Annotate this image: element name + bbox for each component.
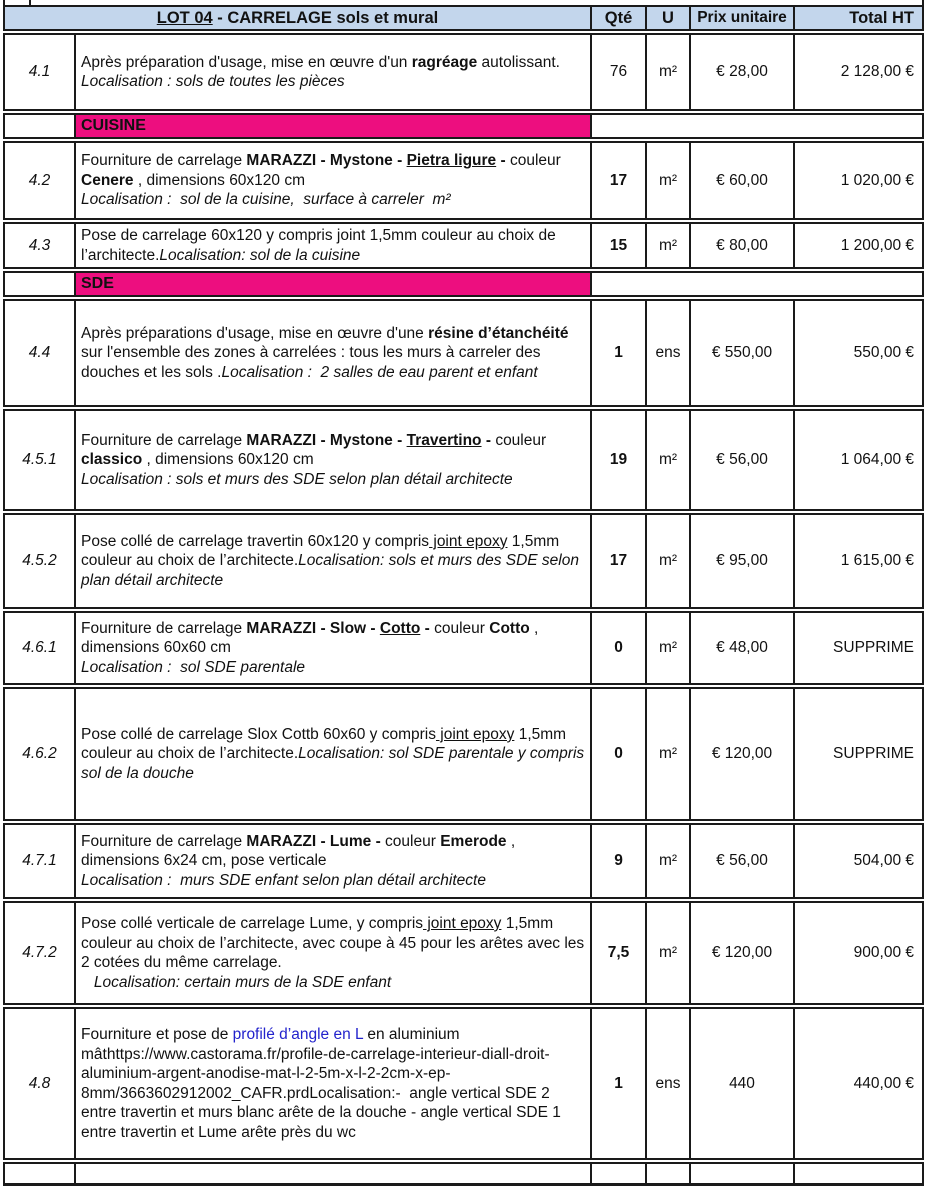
item-description-text xyxy=(81,53,585,92)
text-segment: , dimensions 60x120 cm xyxy=(142,451,314,469)
item-qty: 9 xyxy=(592,825,647,897)
text-segment: couleur xyxy=(434,619,490,637)
item-description-text xyxy=(81,725,589,784)
item-unit-price: € 60,00 xyxy=(691,143,795,218)
text-segment: , dimensions 6x24 cm, pose verticale xyxy=(81,832,520,870)
item-unit-price: € 95,00 xyxy=(691,515,795,607)
text-segment: sur l'ensemble des zones à carrelées : tous les murs à carreler des douches et les sols . xyxy=(81,324,573,381)
text-segment: joint epoxy xyxy=(435,725,515,743)
text-segment: MARAZZI - Mystone - xyxy=(246,431,407,449)
text-segment: Localisation : sol de la cuisine, surface à carreler m² xyxy=(81,191,451,209)
column-header-unit-price: Prix unitaire xyxy=(691,7,795,29)
item-qty: 0 xyxy=(592,613,647,683)
item-total: 504,00 € xyxy=(853,852,914,869)
text-segment: 1,5mm couleur au choix de l’architecte. xyxy=(81,725,571,763)
text-segment: Fourniture et pose de xyxy=(81,1026,233,1043)
item-unit: m² xyxy=(647,224,691,267)
text-segment: Après préparations d'usage, mise en œuvre d'une xyxy=(81,324,429,342)
text-segment: couleur xyxy=(385,832,441,850)
item-total: 440,00 € xyxy=(853,1074,914,1092)
table-row-4.6.2 xyxy=(3,687,924,821)
item-description xyxy=(76,301,592,405)
section-band-sde xyxy=(3,271,924,297)
item-unit-price: € 80,00 xyxy=(691,224,795,267)
item-unit-price: € 56,00 xyxy=(691,411,795,509)
item-unit: m² xyxy=(647,825,691,897)
table-header-row xyxy=(3,5,924,31)
band-left-cell xyxy=(5,115,76,137)
text-segment: Fourniture de carrelage xyxy=(81,619,247,637)
item-qty: 7,5 xyxy=(592,903,647,1003)
grid-line xyxy=(29,0,31,5)
text-segment: MARAZZI - Mystone - xyxy=(246,152,407,170)
text-segment: Localisation: sol SDE parentale y compris sol de la douche xyxy=(81,745,589,782)
empty-cell xyxy=(691,1164,795,1183)
item-description xyxy=(76,689,592,819)
item-unit: m² xyxy=(647,515,691,607)
item-description xyxy=(76,825,592,897)
item-description-text xyxy=(81,431,585,490)
text-segment: , dimensions 60x60 cm xyxy=(81,619,543,657)
item-number: 4.1 xyxy=(5,35,76,109)
text-segment: MARAZZI - Slow - xyxy=(246,619,380,637)
text-segment: Après préparation d'usage, mise en œuvre d'un xyxy=(81,53,412,71)
table-row-4.7.1 xyxy=(3,823,924,899)
item-number: 4.7.2 xyxy=(5,903,76,1003)
text-segment: Localisation : sols et murs des SDE selon plan détail architecte xyxy=(81,470,513,488)
item-number: 4.5.2 xyxy=(5,515,76,607)
section-band-cuisine xyxy=(3,113,924,139)
empty-cell xyxy=(592,1164,647,1183)
item-unit-price: € 48,00 xyxy=(691,613,795,683)
text-segment: Pose collé de carrelage travertin 60x120 y compris xyxy=(81,532,430,550)
item-total: SUPPRIME xyxy=(833,745,914,762)
item-unit: m² xyxy=(647,689,691,819)
text-segment: Pose collé de carrelage Slox Cottb 60x60 y compris xyxy=(81,725,436,743)
text-segment: couleur xyxy=(509,152,566,170)
item-total: 1 020,00 € xyxy=(840,171,914,189)
section-label: CUISINE xyxy=(76,115,592,137)
item-qty: 1 xyxy=(592,301,647,405)
item-qty: 19 xyxy=(592,411,647,509)
text-segment: joint epoxy xyxy=(423,915,502,932)
item-unit-price: € 120,00 xyxy=(691,903,795,1003)
table-row-4.8 xyxy=(3,1007,924,1160)
item-description xyxy=(76,515,592,607)
text-segment: ragréage xyxy=(411,53,478,71)
text-segment: - xyxy=(496,152,510,170)
table-row-4.1 xyxy=(3,33,924,111)
text-segment: 1,5mm couleur au choix de l’architecte, avec coupe à 45 pour les arêtes avec les 2 cotées du même carrelage. xyxy=(81,915,589,971)
text-segment: Fourniture de carrelage xyxy=(81,152,247,170)
text-segment: Pose collé verticale de carrelage Lume, y compris xyxy=(81,915,424,932)
text-segment: - xyxy=(420,619,435,637)
item-unit: ens xyxy=(647,301,691,405)
text-segment: Cotto xyxy=(489,619,530,637)
text-segment: Localisation : sols de toutes les pièces xyxy=(81,73,345,90)
item-unit-price: € 56,00 xyxy=(691,825,795,897)
item-total: 1 200,00 € xyxy=(840,236,914,254)
item-unit-price: 440 xyxy=(691,1009,795,1158)
item-description-text xyxy=(81,1025,585,1142)
item-unit: m² xyxy=(647,411,691,509)
text-segment: Travertino xyxy=(406,431,482,449)
empty-cell xyxy=(76,1164,592,1183)
item-description-text xyxy=(81,532,585,591)
item-total: 550,00 € xyxy=(853,344,914,361)
text-segment: classico xyxy=(81,451,143,469)
item-qty: 0 xyxy=(592,689,647,819)
item-number: 4.8 xyxy=(5,1009,76,1158)
table-row-4.3 xyxy=(3,222,924,269)
lot-number: LOT 04 xyxy=(156,8,213,27)
item-qty: 17 xyxy=(592,515,647,607)
item-description xyxy=(76,224,592,267)
item-unit: m² xyxy=(647,143,691,218)
band-left-cell xyxy=(5,273,76,295)
item-total: 2 128,00 € xyxy=(840,63,914,80)
text-segment: Emerode xyxy=(440,832,507,850)
empty-cell xyxy=(647,1164,691,1183)
empty-row xyxy=(3,1162,924,1186)
grid-line xyxy=(922,0,924,5)
band-right-cell xyxy=(592,273,922,295)
item-unit: ens xyxy=(647,1009,691,1158)
grid-line xyxy=(3,0,5,5)
text-segment: Cotto xyxy=(379,619,421,637)
text-segment: joint epoxy xyxy=(429,532,508,550)
item-unit: m² xyxy=(647,903,691,1003)
text-segment: 1,5mm couleur au choix de l’architecte. xyxy=(81,532,564,570)
item-number: 4.6.1 xyxy=(5,613,76,683)
text-segment: Localisation: sols et murs des SDE selon plan détail architecte xyxy=(81,552,584,589)
text-segment: en aluminium mâthttps://www.castorama.fr/profile-de-carrelage-interieur-diall-droit-aluminium-argent-anodise-mat-l-2-5m-x-l-2-2cm-x-ep-8mm/3663602912002_CAFR.prdLocalisation:- angle vertical SDE 2 entre travertin et murs blanc arête de la douche - angle vertical SDE 1 entre travertin et Lume arête près du wc xyxy=(81,1026,566,1141)
table-row-4.7.2 xyxy=(3,901,924,1005)
item-description-text xyxy=(81,832,585,891)
table-title xyxy=(5,7,592,29)
text-segment: , dimensions 60x120 cm xyxy=(133,171,306,189)
item-description-text xyxy=(81,151,585,210)
item-number: 4.2 xyxy=(5,143,76,218)
text-segment: résine d’étanchéité xyxy=(428,324,569,342)
lot-04-table xyxy=(3,5,924,1186)
item-description-text xyxy=(81,619,585,678)
item-qty: 15 xyxy=(592,224,647,267)
table-row-4.4 xyxy=(3,299,924,407)
text-segment: Localisation : sol SDE parentale xyxy=(81,658,306,676)
item-number: 4.6.2 xyxy=(5,689,76,819)
text-segment: Localisation: certain murs de la SDE enfant xyxy=(81,973,392,991)
item-description xyxy=(76,1009,592,1158)
item-description xyxy=(76,143,592,218)
table-title-rest: - CARRELAGE sols et mural xyxy=(212,8,439,27)
item-total: 900,00 € xyxy=(853,944,914,961)
item-description-text xyxy=(81,324,585,383)
text-segment: Fourniture de carrelage xyxy=(81,431,247,449)
empty-cell xyxy=(795,1164,922,1183)
item-unit: m² xyxy=(647,613,691,683)
item-total: 1 064,00 € xyxy=(840,451,914,468)
item-unit-price: € 120,00 xyxy=(691,689,795,819)
table-row-4.5.2 xyxy=(3,513,924,609)
item-number: 4.7.1 xyxy=(5,825,76,897)
item-number: 4.3 xyxy=(5,224,76,267)
page-top-edge xyxy=(3,0,924,5)
section-label: SDE xyxy=(76,273,592,295)
item-description xyxy=(76,411,592,509)
text-segment: Localisation : murs SDE enfant selon plan détail architecte xyxy=(81,871,486,889)
text-segment: - xyxy=(481,431,496,449)
text-segment: Fourniture de carrelage xyxy=(81,832,247,850)
column-header-unit: U xyxy=(647,7,691,29)
item-description-text xyxy=(81,226,585,265)
item-description-text xyxy=(81,914,589,992)
item-description xyxy=(76,35,592,109)
item-unit: m² xyxy=(647,35,691,109)
text-segment: couleur xyxy=(495,431,551,449)
empty-cell xyxy=(5,1164,76,1183)
product-link[interactable]: profilé d’angle en L xyxy=(232,1026,364,1043)
item-unit-price: € 28,00 xyxy=(691,35,795,109)
item-qty: 76 xyxy=(592,35,647,109)
band-right-cell xyxy=(592,115,922,137)
text-segment: Cenere xyxy=(81,171,134,189)
text-segment: autolissant. xyxy=(477,53,560,71)
item-total: SUPPRIME xyxy=(833,639,914,656)
column-header-total: Total HT xyxy=(795,7,922,29)
table-row-4.2 xyxy=(3,141,924,220)
item-qty: 1 xyxy=(592,1009,647,1158)
text-segment: MARAZZI - Lume - xyxy=(246,832,386,850)
item-description xyxy=(76,903,592,1003)
text-segment: Pietra ligure xyxy=(406,152,497,170)
item-unit-price: € 550,00 xyxy=(691,301,795,405)
column-header-qty: Qté xyxy=(592,7,647,29)
table-row-4.6.1 xyxy=(3,611,924,685)
text-segment: Localisation: sol de la cuisine xyxy=(159,246,361,264)
item-number: 4.4 xyxy=(5,301,76,405)
item-number: 4.5.1 xyxy=(5,411,76,509)
text-segment: Pose de carrelage 60x120 y compris joint 1,5mm couleur au choix de l’architecte. xyxy=(81,227,561,264)
text-segment: Localisation : 2 salles de eau parent et enfant xyxy=(221,363,538,381)
item-total: 1 615,00 € xyxy=(840,552,914,569)
item-description xyxy=(76,613,592,683)
item-qty: 17 xyxy=(592,143,647,218)
table-row-4.5.1 xyxy=(3,409,924,511)
